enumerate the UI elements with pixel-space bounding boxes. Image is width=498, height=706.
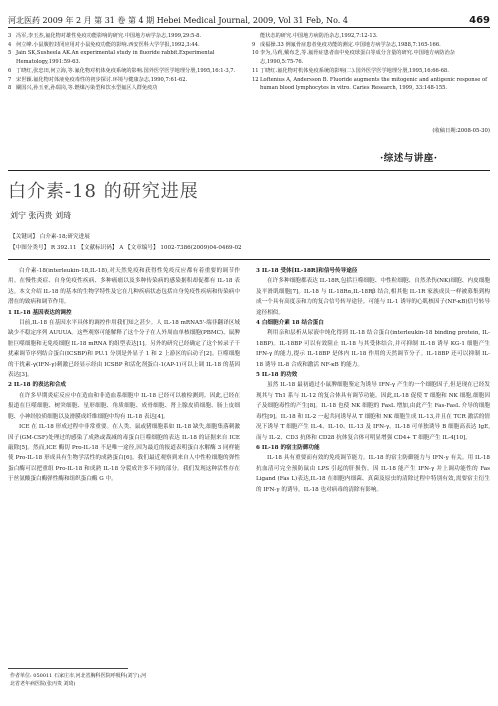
abstract-rule (8, 259, 490, 260)
reference-text: 關国兴,孙玉亚,孙瑞岗,等.燃煤污染型和饮水型氟区人群免疫功 (16, 85, 158, 92)
classification-line: 【中图分类号】 R 392.11 【文献标识码】 A 【文章编号】 1002-7386(2009)04-0469-02 (10, 245, 242, 251)
reference-text: 李为,马莉,戴布芝,等.氟骨症患者血中免疫球蛋白等成分含量的研究.中国地方病防治杂志,1990,5:75-76. (260, 50, 455, 66)
article-title: 白介素-18 的研究进展 (8, 181, 199, 202)
references-left (8, 32, 240, 93)
reference-item (8, 32, 240, 41)
reference-number (252, 32, 260, 41)
body-paragraph: 白介素-18(interleukin-18,IL-18),对天然免疫和获得性免疫反应都有着重要的调节作用。在慢性炎症、自身免疫性疾病、多种癌瘤以及多种传染病的感染据积却促都有 IL-18 表达。本文介绍 IL-18 的基本的生物学特性及它在几种疾病状态包括自身免疫性疾病和传染病中潜在的致病和调节作用。 (8, 268, 240, 306)
reference-number: 4 (8, 41, 12, 48)
header-rule (8, 27, 490, 28)
reference-item (252, 76, 490, 93)
reference-text: 丁晓红,张忠田,何立海,等.氟化物对机体免疫系统的影响.国外医学医学地理分册,1995,16:1-3,7. (16, 67, 236, 74)
reference-number: 3 (8, 33, 12, 39)
section-heading: 2 IL-18 的表达和合成 (8, 382, 67, 389)
reference-number: 12 (252, 76, 259, 83)
footnote-rule (8, 668, 128, 669)
reference-item (8, 76, 240, 85)
body-paragraph: 利用亲和层析从尿液中纯化得到 IL-18 结合蛋白(interleukin-18 binding protein, IL-18BP)。IL-18BP 可以有效阻止 IL-18 与其受体结合,并可抑制 IL-18 诱导 KG-1 细胞产生 IFN-γ 的能力,提示 IL-18BP 是体内 IL-18 作用的天然调节分子。IL-18BP 还可以抑制 IL-18 诱导 IL-8 合成和激活 NF-κB 的能力。 (256, 330, 490, 368)
reference-number: 8 (8, 85, 12, 92)
reference-text: 丁晓红.氟化物对机体免疫系统的影响(二).国外医学医学地理分册,1995,16:66-68. (260, 67, 449, 74)
reference-text: 冯军,李玉杰,氟化物对雄性免疫功能影响的研究.中国地方病学杂志,1999,29:5-8. (16, 33, 202, 39)
reference-number: 9 (252, 41, 256, 48)
section-heading: 3 IL-18 受体[IL-18R]和信号传导途径 (256, 268, 358, 274)
reference-text: 何立峰.小鼠腹腔封闭应用对小鼠免疫功能的影响.西安医科大学学报,1992,3:44. (16, 41, 200, 48)
reference-text: Jain SK,Susheela AK.An experimental study in fluoride rabbit.Experimental Hematology,1991:59-63. (16, 50, 215, 66)
section-heading: 1 IL-18 基因表达的调控 (8, 309, 72, 316)
reference-item (252, 32, 490, 41)
reference-text: 宋世颖.氟化物对体液免疫毒性的初步探讨.环境与健康杂志,1990,7:61-62. (16, 76, 188, 83)
reference-number: 11 (252, 67, 259, 74)
reference-item (252, 41, 490, 50)
reference-number: 5 (8, 50, 12, 57)
reference-item (252, 49, 490, 66)
reference-number: 6 (8, 67, 12, 74)
affiliation-line: 北省老年病医院(张丙贵 刘琦) (10, 681, 76, 687)
body-right-column (256, 266, 490, 495)
body-paragraph: 在许多种细胞都表达 IL-18R,包括巨噬细胞、中性粒细胞、自然杀伤(NK)细胞、内皮细胞及平滑肌细胞[7]。IL-18 与 IL-18Rα,IL-18Rβ 结合,相其他 IL-1R 家族成员一样被募集到构成一个具有高度亲和力的复合信号转导途径。可能与 IL-1 诱导的心肌核因子(NF-κB)信号转导途径相似。 (256, 278, 490, 316)
body-paragraph: 虽然 IL-18 最初通过小鼠脾细胞鉴定为诱导 IFN-γ 产生的一个细胞因子,但是现在已经发现其与 Th1 系与 IL-12 的复合体具有调节功能。因此,IL-18 促使 T 细胞和 NK 细胞,细胞因子及细胞毒性的产生[8]。IL-18 也使 NK 细胞的 FasL 增加,由此产生 Fas-FasL 介导的细胞毒性[9]。IL-18 和 IL-2 一起共同诱导从 T 细胞和 NK 细胞生成 IL-13,并且在 TCR 激活的情况下诱导 T 细胞产生 IL-4、IL-10、IL-13 及 IFN-γ。IL-18 可单独诱导 B 细胞高表达 IgE,而与 IL-2、CD3 抗体和 CD28 抗体复合体可明显增强 CD4+ T 细胞产生 IL-4[10]。 (256, 382, 490, 441)
references-right (252, 32, 490, 93)
reference-item (8, 41, 240, 50)
affiliation-line: 作者单位: 050011 石家庄市,河北省胸科医院呼吸科(刘宁);河 (10, 673, 147, 679)
journal-header: 河北医药 2009 年 2 月 第 31 卷 第 4 期 Hebei Medical Journal, 2009, Vol 31 Feb, No. 4 (8, 16, 348, 25)
received-date: (收稿日期:2008-05-30) (432, 128, 490, 134)
page-number: 469 (469, 15, 490, 26)
body-paragraph: 目前,IL-18 在基因水平具体的调控作用我们知之甚少。人 IL-18 mRNA5'-端非翻译区域缺少不稳定序列 AUUUA。这些观察可能解释了这个分子在人外周血单核细胞(PBMC)、鼠脾脏巨噬细胞和无免疫细胞 IL-18 mRNA 的组型表达[1]。另外的研究已经确定了这个转录子干扰素调节序列结合蛋白(ICSBP)和 PU.1 分别是外显子 1 和 2 上游区的启动子[2]。巨噬细胞的干扰素-γ(IFN-γ)刺激已经显示经由 ICSBP 和活化剂蛋白-1(AP-1)可以上调 IL-18 的基因表达[3]。 (8, 320, 240, 379)
keywords: 【关键词】 白介素-18;研究进展 (10, 234, 90, 240)
body-left-column (8, 266, 240, 485)
reference-number: 10 (252, 50, 259, 57)
reference-text: 成福操.33 例氟骨症患者免疫功能的测定.中国地方病学杂志,1988,7:165-166. (260, 41, 441, 48)
authors: 刘宁 张丙贵 刘琦 (10, 211, 72, 220)
reference-item (8, 49, 240, 66)
reference-item (252, 67, 490, 76)
section-category: ·综述与讲座· (380, 153, 438, 164)
running-header (8, 4, 490, 26)
body-paragraph: IL-18 具有重要而有效的免疫调节能力。IL-18 的宿主防御能力与 IFN-γ 有关。用 IL-18 抗血清可完全预防鼠由 LPS 引起的肝损伤。因 IL-18 能产生 IFN-γ 并上调功能性的 Fas Ligand (Fas L)表达,IL-18 在细胞内细菌、真菌及原虫的清除过程中特别有效,需要宿主衍生的 IFN-γ 的诱导。IL-18 也对病毒的清除有影响。 (256, 455, 490, 493)
reference-number: 7 (8, 76, 12, 83)
category-rule (8, 170, 490, 171)
author-affiliation (10, 672, 240, 688)
body-paragraph: ICE 在 IL-18 形成过程中非常重要。在人类、鼠或猪细胞系如 IL-18 缺失,细胞集落刺激因子(GM-CSF)处理过的感染了成熟或裁减的毒蛋白巨噬细胞的表达 IL-18 的证据来自 ICE 敲除[5]。然而,ICE 酶切 Pro-IL-18 不是唯一途径,因为最近的报道表明蛋白水解酶 3 同样能使 Pro-IL-18 形成具有生物学活性的成熟蛋白[6]。我们最近观察到来自人中性粒细胞的弹性蛋白酶可以把重组 Pro-IL-18 和成熟 IL-18 分裂成许多不同的部分。我们发现这种活性存在于丝氨酸蛋白酶弹性酶和组织蛋白酶 G 中。 (8, 424, 240, 483)
reference-item (8, 84, 240, 93)
section-heading: 4 白细胞介素 18 结合蛋白 (256, 320, 324, 327)
reference-text: 能状态的研究.中国地方病防治杂志,1992,7:12-13. (260, 33, 378, 39)
section-heading: 6 IL-18 的宿主防御功能 (256, 444, 320, 451)
section-heading: 5 IL-18 的功效 (256, 372, 298, 379)
reference-item (8, 67, 240, 76)
reference-text: Loftenius A, Andersson B. Fluoride augments the mitogenic and antigenic response of human blood lymphocytes in vitro. Caries Research, 1999, 33:148-155. (260, 76, 488, 92)
body-paragraph: 在许多早期炎症反应中在造血和非造血系细胞中 IL-18 已经可以被检测到。因此,已经在报道在巨噬细胞、树突细胞、星形细胞、角质细胞、成骨细胞、肾上腺皮质细胞、肠上皮细胞、小神经胶质细胞以及滑膜成纤维细胞中均有 IL-18 表达[4]。 (8, 392, 240, 420)
